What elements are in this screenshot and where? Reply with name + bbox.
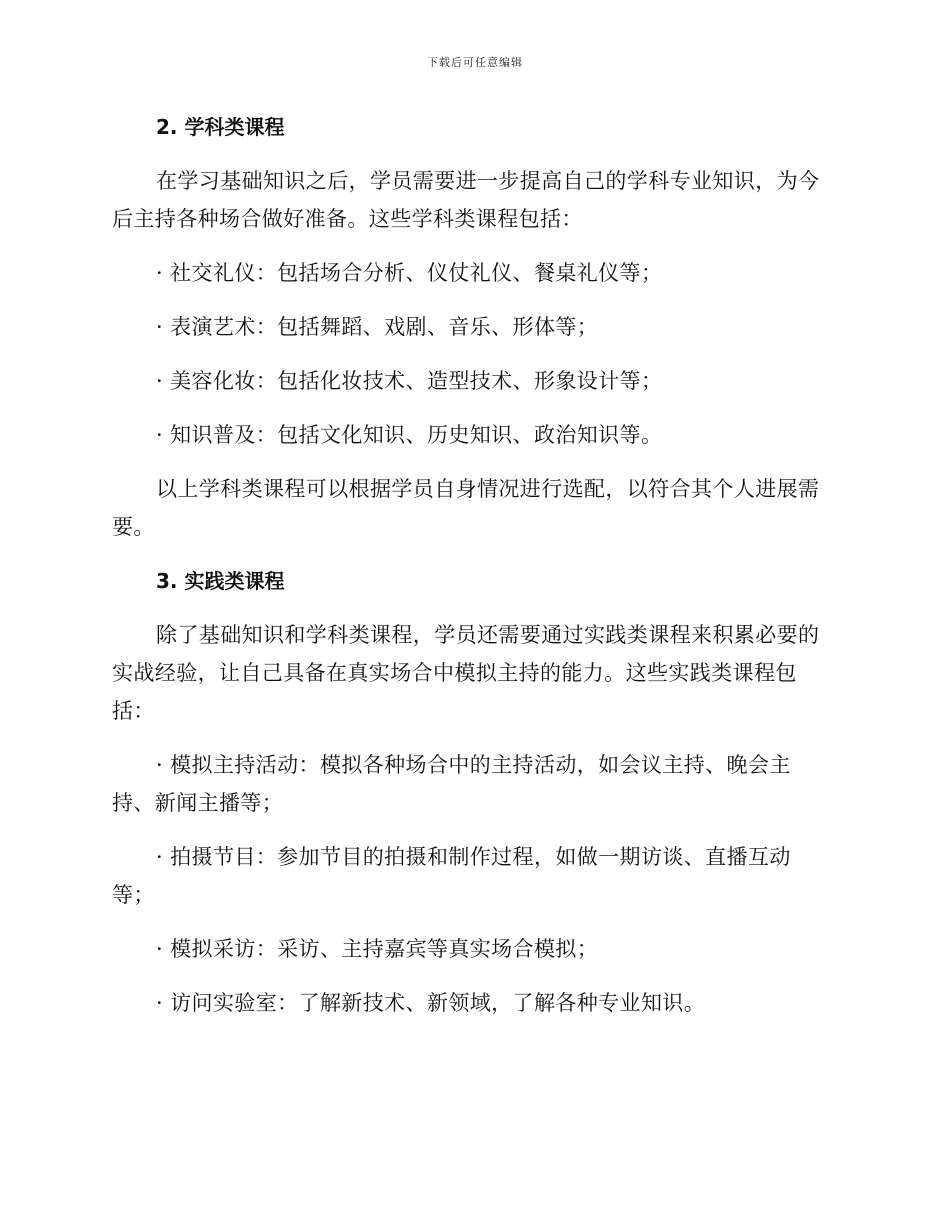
section-intro: 在学习基础知识之后，学员需要进一步提高自己的学科专业知识，为今后主持各种场合做好准备。这些学科类课程包括： — [112, 169, 820, 231]
section-intro: 除了基础知识和学科类课程，学员还需要通过实践类课程来积累必要的实战经验，让自己具备在真实场合中模拟主持的能力。这些实践类课程包括： — [112, 623, 820, 723]
list-item: · 表演艺术：包括舞蹈、戏剧、音乐、形体等； — [156, 315, 599, 339]
section-heading: 2. 学科类课程 — [156, 115, 285, 139]
section-heading: 3. 实践类课程 — [156, 569, 285, 593]
section-outro: 以上学科类课程可以根据学员自身情况进行选配，以符合其个人进展需要。 — [112, 477, 820, 539]
list-item: · 模拟采访：采访、主持嘉宾等真实场合模拟； — [156, 937, 599, 961]
document-body — [112, 108, 832, 1022]
section-3 — [112, 562, 832, 1022]
list-item: · 拍摄节目：参加节目的拍摄和制作过程，如做一期访谈、直播互动等； — [112, 845, 791, 907]
header-note: 下载后可任意编辑 — [427, 56, 523, 69]
list-item: · 社交礼仪：包括场合分析、仪仗礼仪、餐桌礼仪等； — [156, 261, 663, 285]
list-item: · 美容化妆：包括化妆技术、造型技术、形象设计等； — [156, 369, 663, 393]
list-item: · 访问实验室：了解新技术、新领域，了解各种专业知识。 — [156, 991, 706, 1015]
section-2 — [112, 108, 832, 546]
list-item: · 知识普及：包括文化知识、历史知识、政治知识等。 — [156, 423, 663, 447]
list-item: · 模拟主持活动：模拟各种场合中的主持活动，如会议主持、晚会主持、新闻主播等； — [112, 753, 791, 815]
